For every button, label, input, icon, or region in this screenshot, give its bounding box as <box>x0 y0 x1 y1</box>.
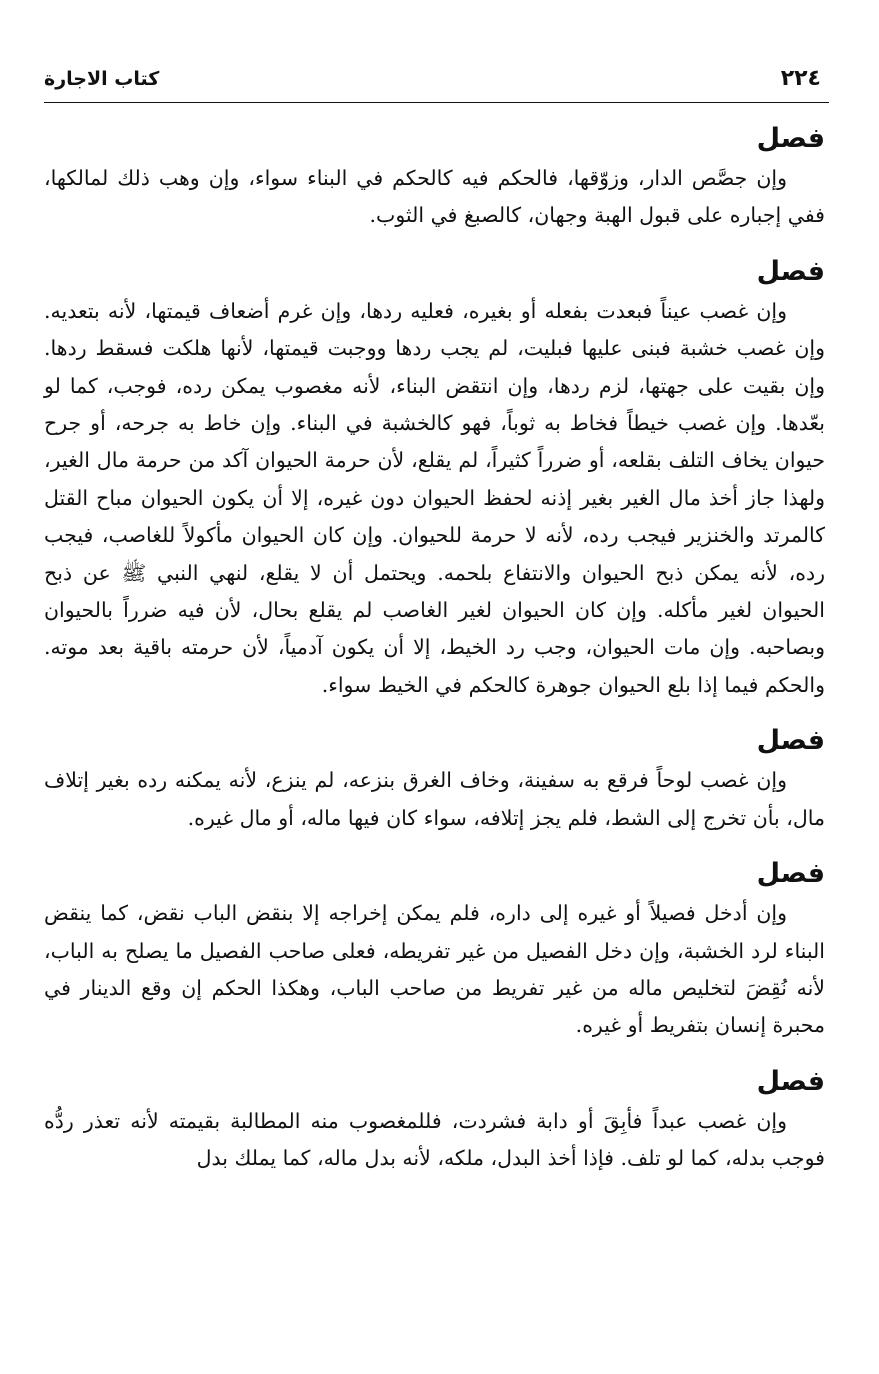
book-title: كتاب الاجارة <box>44 68 160 90</box>
section-paragraph: وإن أدخل فصيلاً أو غيره إلى داره، فلم يمكن إخراجه إلا بنقض الباب نقض، كما ينقض البناء لرد الخشبة، وإن دخل الفصيل من غير تفريطه، فعلى صاحب الفصيل ما يصلح به الباب، لأنه نُقِضَ لتخليص ماله من غير تفريط من صاحب الباب، وهكذا الحكم إن وقع الدينار في محبرة إنسان بتفريط أو غيره. <box>44 901 825 1038</box>
section-paragraph: وإن غصب عيناً فبعدت بفعله أو بغيره، فعليه ردها، وإن غرم أضعاف قيمتها، لأنه بتعديه. وإن غصب خشبة فبنى عليها فبليت، لم يجب ردها ووجبت قيمتها، لأنها هلكت فسقط ردها. وإن بقيت على جهتها، لزم ردها، وإن انتقض البناء، لأنه مغصوب يمكن رده، فوجب، كما لو بعّدها. وإن غصب خيطاً فخاط به ثوباً، فهو كالخشبة في البناء. وإن خاط به جرحه، أو جرح حيوان يخاف التلف بقلعه، أو ضرراً كثيراً، لم يقلع، لأن حرمة الحيوان آكد من حرمة مال الغير، ولهذا جاز أخذ مال الغير بغير إذنه لحفظ الحيوان دون غيره، إلا أن يكون الحيوان مباح القتل كالمرتد والخنزير فيجب رده، لأنه لا حرمة للحيوان. وإن كان الحيوان مأكولاً للغاصب، فيجب رده، لأنه يمكن ذبح الحيوان والانتفاع بلحمه. ويحتمل أن لا يقلع، لنهي النبي ﷺ عن ذبح الحيوان لغير مأكله. وإن كان الحيوان لغير الغاصب لم يقلع بحال، لأن فيه ضرراً بالحيوان وبصاحبه. وإن مات الحيوان، وجب رد الخيط، إلا أن يكون آدمياً، لأن حرمته باقية بعد موته. والحكم فيما إذا بلع الحيوان جوهرة كالحكم في الخيط سواء. <box>44 298 825 697</box>
section-5 <box>44 1061 825 1178</box>
section-paragraph: وإن جصَّص الدار، وزوّقها، فالحكم فيه كالحكم في البناء سواء، وإن وهب ذلك لمالكها، ففي إجباره على قبول الهبة وجهان، كالصبغ في الثوب. <box>44 166 825 228</box>
section-heading: فصل <box>756 123 825 154</box>
section-2 <box>44 251 825 704</box>
section-heading: فصل <box>756 1065 825 1097</box>
section-1 <box>44 118 825 235</box>
section-heading: فصل <box>756 255 825 287</box>
page-body <box>44 118 825 1178</box>
section-paragraph: وإن غصب عبداً فأبِقَ أو دابة فشردت، فللمغصوب منه المطالبة بقيمته لأنه تعذر ردُّه فوجب بدله، كما لو تلف. فإذا أخذ البدل، ملكه، لأنه بدل ماله، كما يملك بدل <box>44 1108 825 1171</box>
section-3 <box>44 720 825 837</box>
running-header <box>44 62 829 103</box>
section-heading: فصل <box>756 725 825 757</box>
section-heading: فصل <box>756 858 825 890</box>
section-paragraph: وإن غصب لوحاً فرقع به سفينة، وخاف الغرق بنزعه، لم ينزع، لأنه يمكنه رده بغير إتلاف مال، بأن تخرج إلى الشط، فلم يجز إتلافه، سواء كان فيها ماله، أو مال غيره. <box>44 768 825 830</box>
section-4 <box>44 853 825 1045</box>
page-number: ٢٢٤ <box>780 66 821 91</box>
